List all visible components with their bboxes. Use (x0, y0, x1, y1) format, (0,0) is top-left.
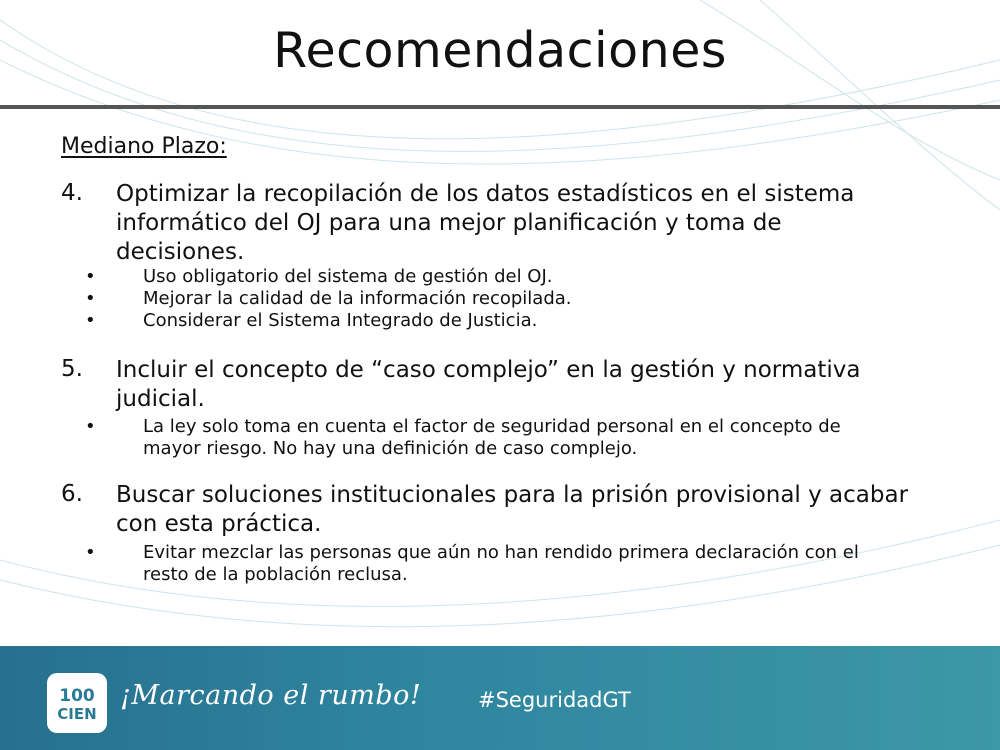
bullet-list (85, 266, 885, 332)
section-heading: Mediano Plazo: (61, 134, 227, 159)
bullet-text: Mejorar la calidad de la información recopilada. (143, 288, 572, 309)
item-number: 6. (61, 481, 83, 507)
bullet-item (85, 416, 885, 460)
item-text (116, 356, 966, 414)
item-text-line: con esta práctica. (116, 511, 322, 537)
item-text-line: Incluir el concepto de “caso complejo” en la gestión y normativa (116, 357, 861, 383)
item-text (116, 481, 966, 539)
cien-logo-icon (47, 673, 107, 733)
item-text (116, 180, 966, 267)
item-text-line: informático del OJ para una mejor planificación y toma de (116, 210, 782, 236)
bullet-glyph: • (85, 310, 96, 331)
bullet-item (85, 310, 885, 332)
item-number: 4. (61, 180, 83, 206)
bullet-item (85, 288, 885, 310)
bullet-item (85, 266, 885, 288)
bullet-text: La ley solo toma en cuenta el factor de seguridad personal en el concepto de mayor riesgo. No hay una definición de caso complejo. (143, 416, 841, 459)
bullet-text: Evitar mezclar las personas que aún no han rendido primera declaración con el resto de la población reclusa. (143, 542, 859, 585)
title-divider (0, 105, 1000, 109)
item-text-line: decisiones. (116, 239, 245, 265)
cien-logo (47, 673, 107, 733)
bullet-glyph: • (85, 288, 96, 309)
logo-text-top: 100 (59, 686, 95, 706)
bullet-glyph: • (85, 542, 96, 563)
item-text-line: judicial. (116, 386, 205, 412)
item-text-line: Optimizar la recopilación de los datos estadísticos en el sistema (116, 181, 855, 207)
bullet-item (85, 542, 885, 586)
logo-text-bottom: CIEN (57, 705, 97, 723)
slogan: ¡Marcando el rumbo! (120, 680, 422, 711)
item-number: 5. (61, 356, 83, 382)
bullet-list (85, 542, 885, 586)
bullet-glyph: • (85, 266, 96, 287)
hashtag: #SeguridadGT (478, 688, 631, 712)
bullet-list (85, 416, 885, 460)
bullet-glyph: • (85, 416, 96, 437)
page-title: Recomendaciones (273, 22, 727, 79)
item-text-line: Buscar soluciones institucionales para la prisión provisional y acabar (116, 482, 909, 508)
bullet-text: Considerar el Sistema Integrado de Justicia. (143, 310, 538, 331)
bullet-text: Uso obligatorio del sistema de gestión del OJ. (143, 266, 553, 287)
